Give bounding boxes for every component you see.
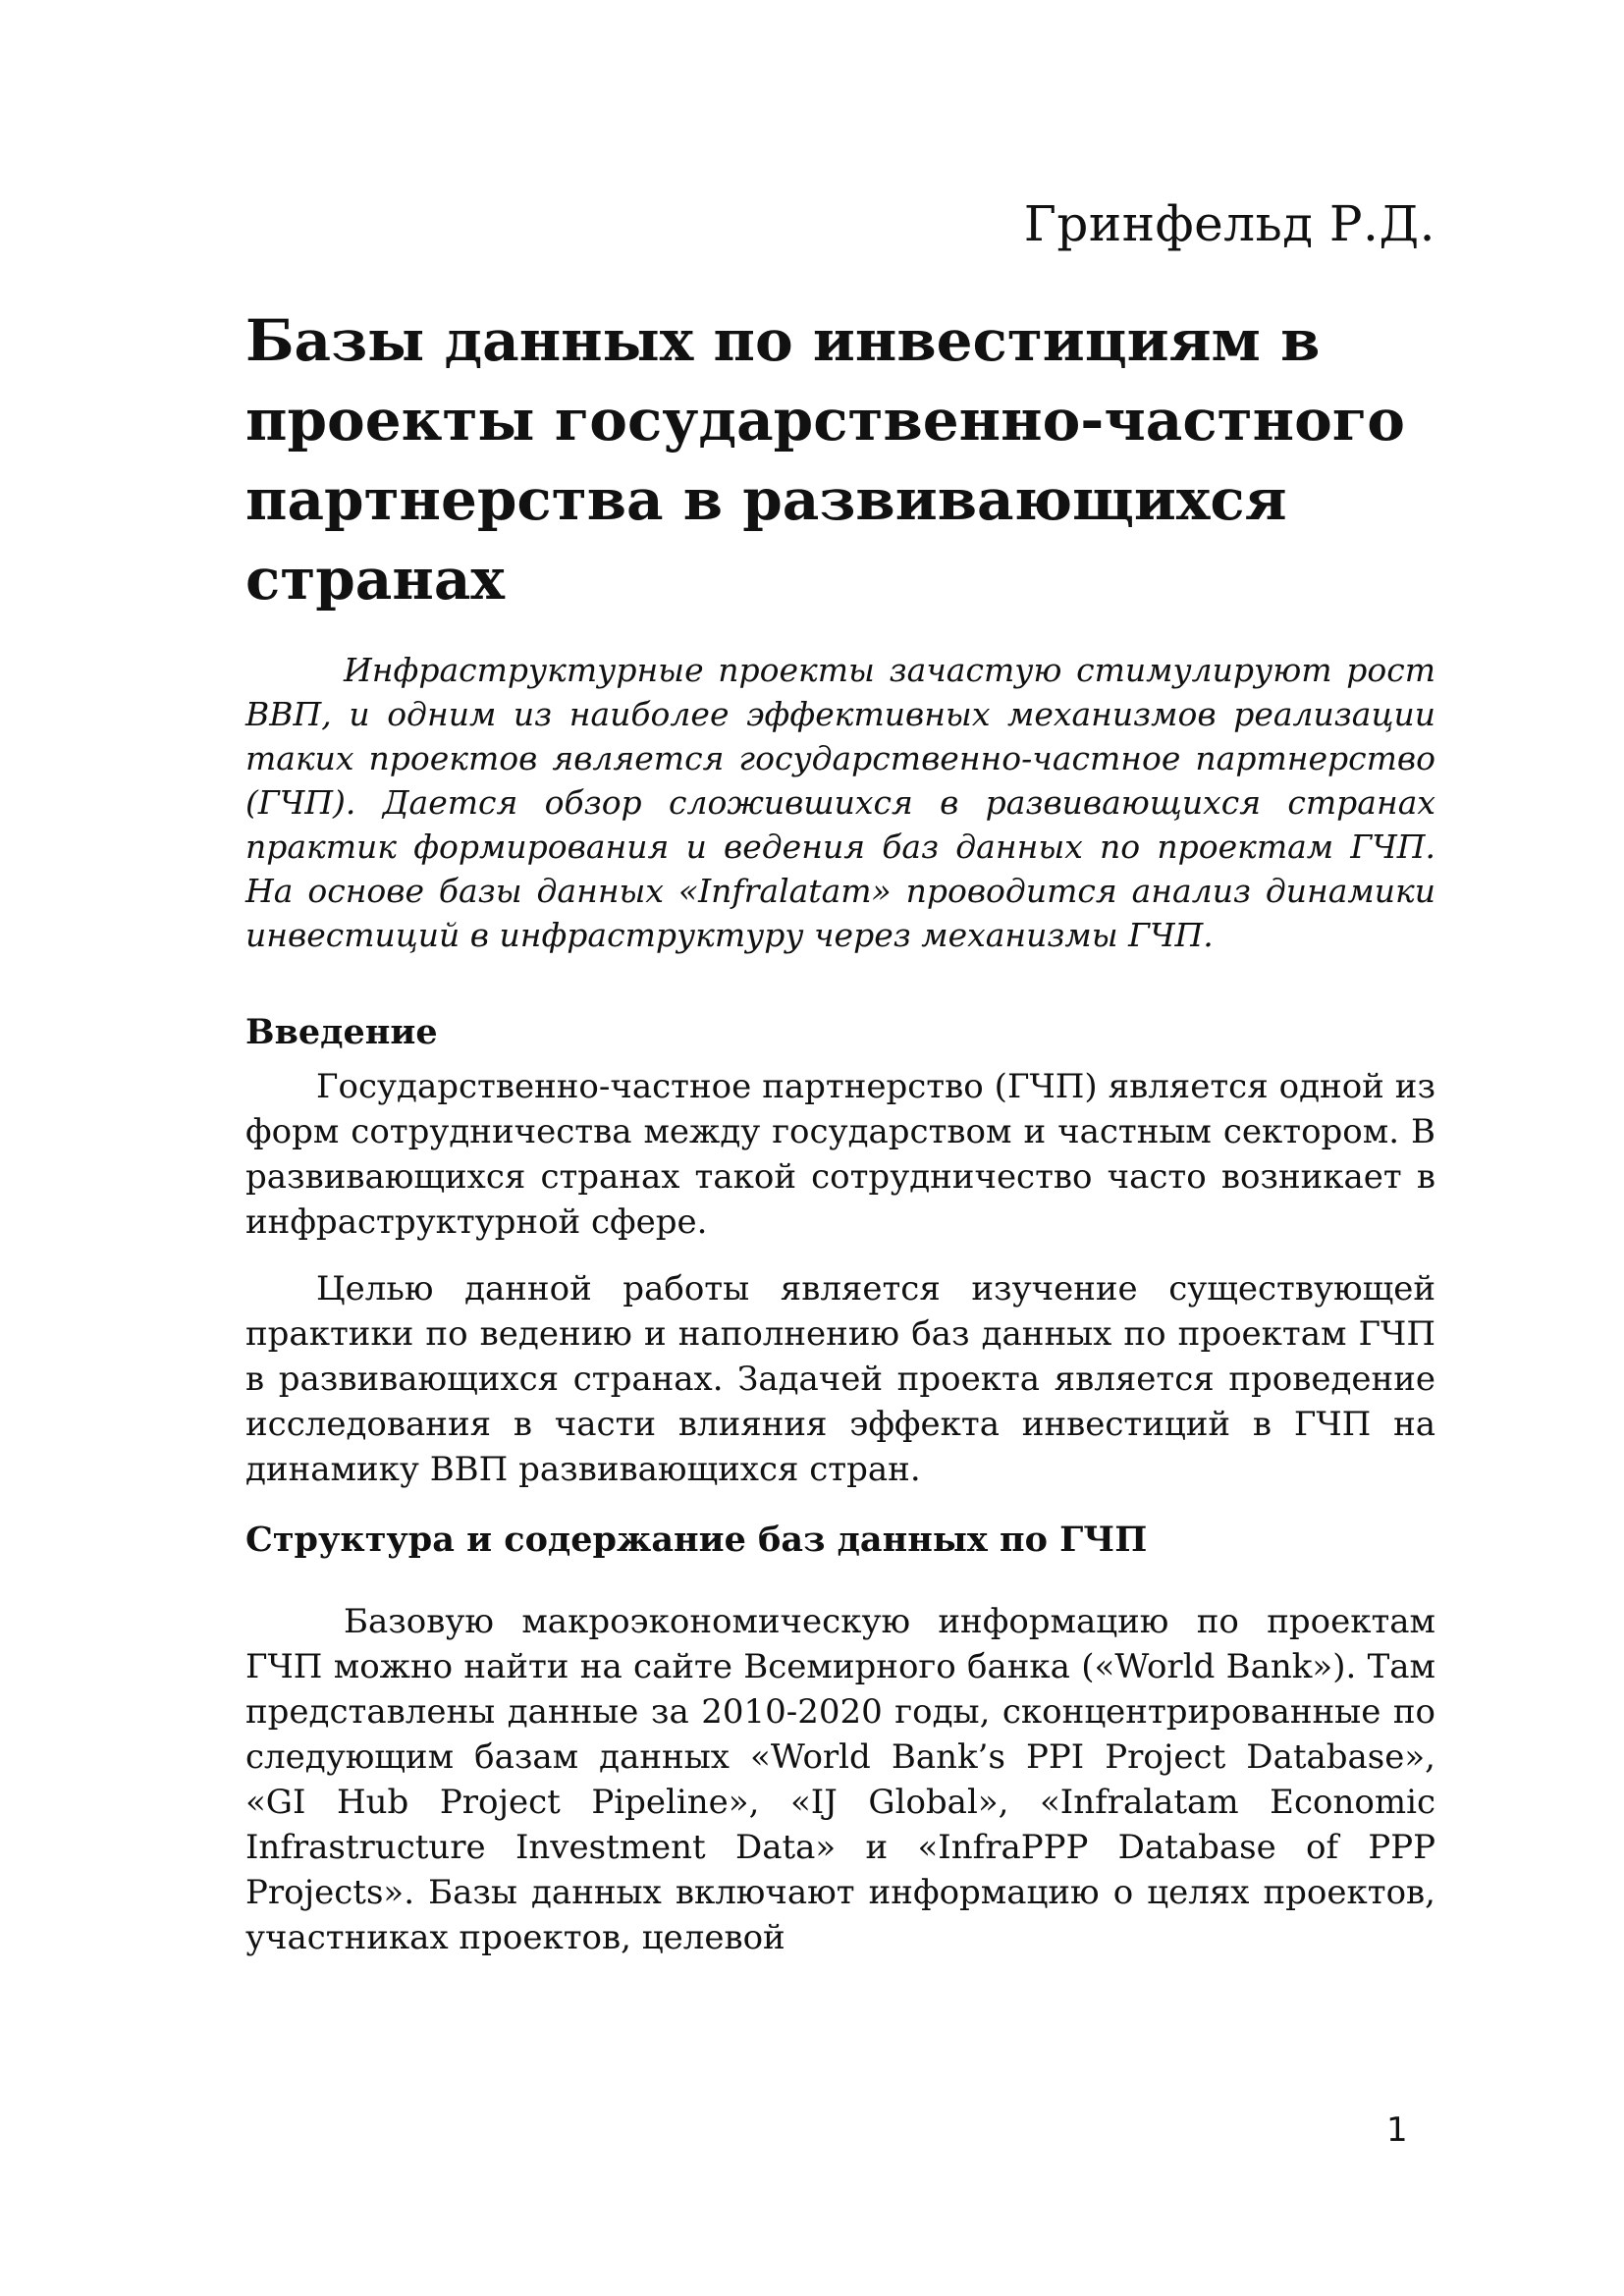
author-name: Гринфельд Р.Д. [1023, 195, 1435, 252]
abstract-text: Инфраструктурные проекты зачастую стимулируют рост ВВП, и одним из наиболее эффективных механизмов реализации таких проектов является государственно-частное партнерство (ГЧП). Дается обзор сложившихся в развивающихся странах практик формирования и ведения баз данных по проектам ГЧП. На основе базы данных «Infralatam» проводится анализ динамики инвестиций в инфраструктуру через механизмы ГЧП. [245, 651, 1435, 954]
section-heading-introduction: Введение [245, 1012, 438, 1052]
page-number: 1 [1386, 2110, 1408, 2150]
article-title: Базы данных по инвестициям в проекты государственно-частного партнерства в развивающихся странах [245, 307, 1405, 613]
paragraph-structure-1: Базовую макроэкономическую информацию по проектам ГЧП можно найти на сайте Всемирного банка («World Bank»). Там представлены данные за 2010-2020 годы, сконцентрированные по следующим базам данных «World Bank’s PPI Project Database», «GI Hub Project Pipeline», «IJ Global», «Infralatam Economic Infrastructure Investment Data» и «InfraPPP Database of PPP Projects». Базы данных включают информацию о целях проектов, участниках проектов, целевой [245, 1602, 1435, 1957]
paragraph-intro-2: Целью данной работы является изучение существующей практики по ведению и наполнению баз данных по проектам ГЧП в развивающихся странах. Задачей проекта является проведение исследования в части влияния эффекта инвестиций в ГЧП на динамику ВВП развивающихся стран. [245, 1269, 1435, 1489]
paragraph-intro-1: Государственно-частное партнерство (ГЧП) является одной из форм сотрудничества между государством и частным сектором. В развивающихся странах такой сотрудничество часто возникает в инфраструктурной сфере. [245, 1067, 1435, 1242]
section-heading-structure: Структура и содержание баз данных по ГЧП [245, 1520, 1148, 1560]
